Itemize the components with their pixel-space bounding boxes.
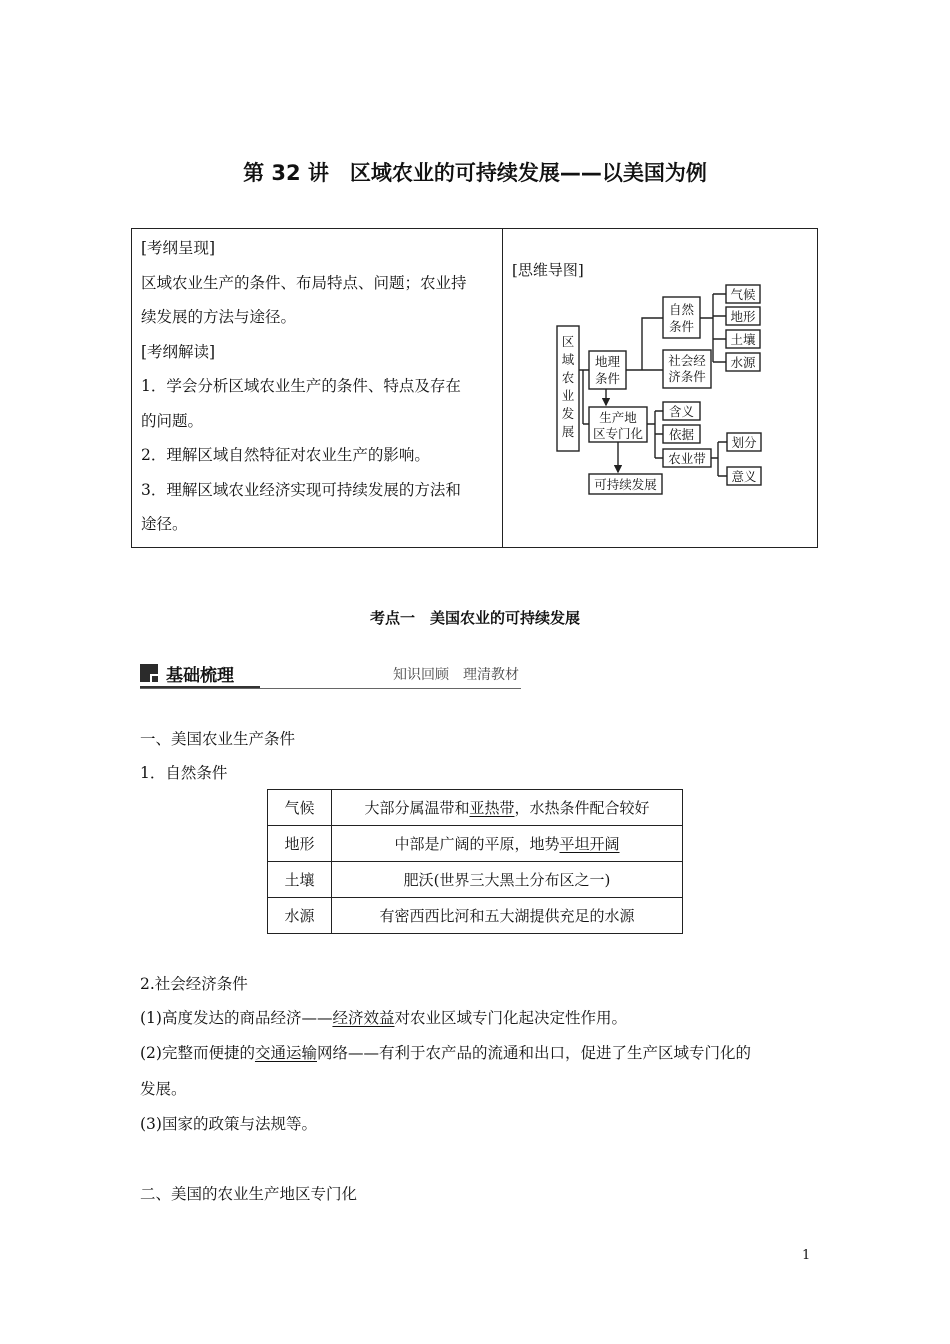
special-text-1: 生产地 [599,410,637,425]
basis-text: 依据 [668,427,695,442]
table-row [268,862,683,898]
terrain-text: 地形 [730,309,756,324]
soil-text: 土壤 [730,332,756,347]
part1-heading: 一、美国农业生产条件 [140,730,296,748]
banner-title: 基础梳理 [166,666,234,686]
syllabus-item: 1．学会分析区域农业生产的条件、特点及存在 [141,377,461,395]
belt-text: 农业带 [668,451,706,466]
syllabus-line: 区域农业生产的条件、布局特点、问题；农业持 [141,273,467,292]
banner-square-icon [140,664,158,682]
banner-underline [140,688,521,689]
root-char: 区 [561,334,575,349]
banner-subtitle: 知识回顾 理清教材 [393,667,519,683]
table-key-cell: 水源 [268,898,332,934]
table-key-cell: 气候 [268,790,332,826]
syllabus-text [141,231,497,542]
root-char: 域 [561,352,575,367]
water-text: 水源 [730,355,756,370]
syllabus-header-presentation: [考纲呈现] [141,239,216,257]
mindmap-label: [思维导图] [512,261,584,279]
syllabus-item: 的问题。 [141,411,204,430]
social-item-3: (3)国家的政策与法规等。 [140,1115,317,1133]
root-char: 业 [561,388,575,403]
social-item-2-cont: 发展。 [140,1080,187,1098]
natural-conditions-table [267,789,683,934]
part2-heading: 二、美国的农业生产地区专门化 [140,1185,358,1203]
social-item-2: (2)完整而便捷的交通运输网络——有利于农产品的流通和出口，促进了生产区域专门化的 [140,1044,751,1062]
table-row [268,790,683,826]
social-text-1: 社会经 [668,353,706,368]
table-key-cell: 土壤 [268,862,332,898]
natural-text-1: 自然 [668,302,695,317]
divide-text: 划分 [731,435,757,450]
significance-text: 意义 [731,469,757,484]
special-text-2: 区专门化 [592,426,644,441]
page-title: 第 32 讲 区域农业的可持续发展——以美国为例 [243,161,707,185]
root-char: 农 [561,370,575,385]
root-text [562,334,575,439]
social-text-2: 济条件 [668,369,706,384]
geo-text-2: 条件 [594,371,621,386]
box-divider [502,229,503,547]
root-char: 展 [561,424,575,439]
syllabus-item: 2．理解区域自然特征对农业生产的影响。 [141,446,430,464]
table-value-cell: 大部分属温带和亚热带，水热条件配合较好 [332,790,683,826]
section-title: 考点一 美国农业的可持续发展 [369,609,580,627]
mindmap-diagram [552,284,802,519]
meaning-text: 含义 [668,404,695,419]
syllabus-box [131,228,818,548]
syllabus-item: 途径。 [141,515,188,533]
page-number: 1 [802,1248,811,1263]
root-char: 发 [561,406,575,421]
table-value-cell: 肥沃(世界三大黑土分布区之一) [332,862,683,898]
table-row [268,826,683,862]
table-value-cell: 有密西西比河和五大湖提供充足的水源 [332,898,683,934]
syllabus-item: 3．理解区域农业经济实现可持续发展的方法和 [141,480,461,499]
section-banner [140,660,521,690]
geo-text-1: 地理 [594,354,621,369]
sub1-heading: 1．自然条件 [140,764,228,782]
syllabus-line: 续发展的方法与途径。 [141,308,297,326]
social-item-1: (1)高度发达的商品经济——经济效益对农业区域专门化起决定性作用。 [140,1009,627,1027]
table-row [268,898,683,934]
climate-text: 气候 [730,287,756,302]
table-key-cell: 地形 [268,826,332,862]
sustain-text: 可持续发展 [594,477,657,492]
table-value-cell: 中部是广阔的平原，地势平坦开阔 [332,826,683,862]
syllabus-header-interpretation: [考纲解读] [141,342,216,361]
sub2-heading: 2.社会经济条件 [140,975,248,993]
natural-text-2: 条件 [668,319,695,334]
